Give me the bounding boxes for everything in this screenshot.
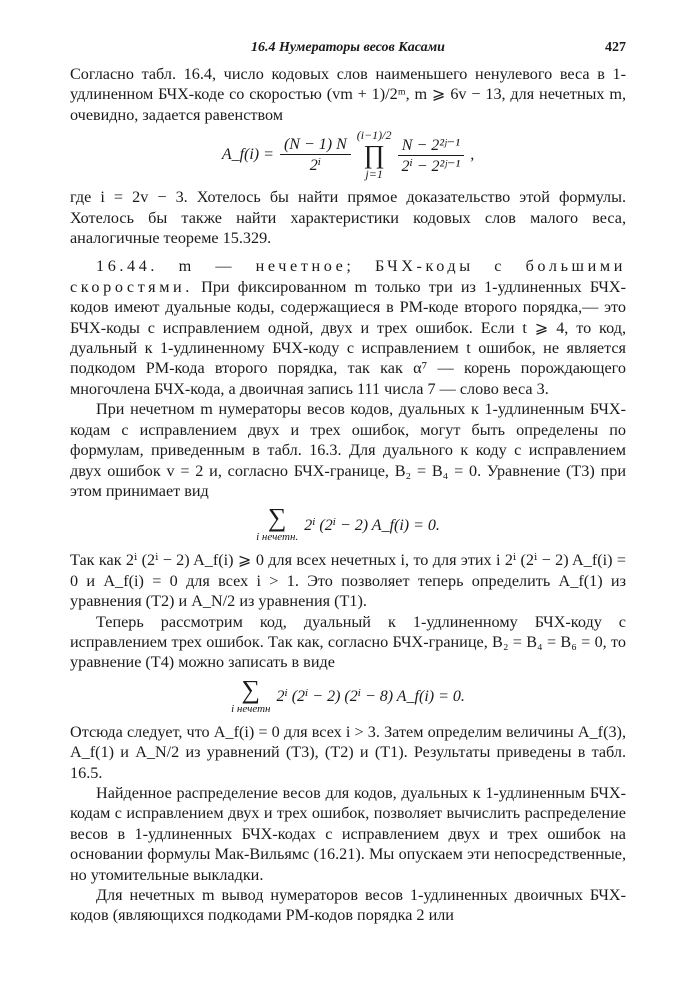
formula1-fraction-2: $\frac{\text{N − 2²ʲ⁻¹}}{\text{2ⁱ − 2²ʲ⁻¹}}$ <box>398 135 465 176</box>
section-heading: 16.44. m — нечетное; БЧХ-коды с большими скоростями. <box>70 257 626 296</box>
sum-operator-2: ∑ i нечетн <box>231 674 271 715</box>
paragraph-7: Отсюда следует, что A_f(i) = 0 для всех i > 3. Затем определим величины A_f(3), A_f(1) и A_N/2 из уравнений (Т3), (Т2) и (Т1). Результаты приведены в табл. 16.5. <box>70 722 626 782</box>
sum-operator: ∑ i нечетн. <box>256 503 299 544</box>
product-operator: (i−1)/2 ∏ j=1 <box>356 128 392 182</box>
formula1-fraction-1: $\frac{(N - 1) N}{\text{2ⁱ}}$ <box>280 136 351 175</box>
paragraph-4: При нечетном m нумераторы весов кодов, дуальных к 1-удлиненным БЧХ-кодам с исправлением двух и трех ошибок, могут быть определены по формулам, приведенным в табл. 16.3. Для дуального к коду с исправлением двух ошибок v = 2 и, согласно БЧХ-границе, B₂ = B₄ = 0. Уравнение (Т3) при этом принимает вид <box>70 400 626 500</box>
paragraph-8: Найденное распределение весов для кодов, дуальных к 1-удлиненным БЧХ-кодам с исправлением двух и трех ошибок, позволяет вычислить распределение весов в 1-удлиненных БЧХ-кодах с исправлением двух и трех ошибок на основании формулы Мак-Вильямс (16.21). Мы опускаем эти непосредственные, но утомительные выкладки. <box>70 783 626 884</box>
paragraph-9: Для нечетных m вывод нумераторов весов 1-удлиненных двоичных БЧХ-кодов (являющихся подкодами РМ-кодов порядка 2 или <box>70 886 626 925</box>
sum-symbol-icon: ∑ <box>241 674 261 704</box>
paragraph-5: Так как 2ⁱ (2ⁱ − 2) A_f(i) ⩾ 0 для всех нечетных i, то для этих i 2ⁱ (2ⁱ − 2) A_f(i) = 0 и A_f(i) = 0 для всех i > 1. Это позволяет теперь определить A_f(1) из уравнения (Т2) и A_N/2 из уравнения (Т1). <box>70 551 626 611</box>
page <box>70 40 626 926</box>
page-number: 427 <box>605 40 626 55</box>
formula1-lhs: A_f(i) = <box>221 146 274 164</box>
paragraph-2: где i = 2v − 3. Хотелось бы найти прямое доказательство этой формулы. Хотелось бы также найти характеристики кодовых слов малого веса, аналогичные теореме 15.329. <box>70 188 626 248</box>
paragraph-3: 16.44. m — нечетное; БЧХ-коды с большими скоростями. При фиксированном m только три из 1-удлиненных БЧХ-кодов имеют дуальные коды, содержащиеся в РМ-коде второго порядка,— это БЧХ-коды с исправлением одной, двух и трех ошибок. Если t ⩾ 4, то код, дуальный к 1-удлиненному БЧХ-коду с исправлением t ошибок, не является подкодом РМ-кода второго порядка, так как α⁷ — корень порождающего многочлена БЧХ-кода, а двоичная запись 111 числа 7 — слово веса 3. <box>70 257 627 398</box>
formula-1: A_f(i) = $\frac{(N - 1) N}{\text{2ⁱ}}$ (i−1)/2 ∏ j=1 $\frac{\text{N − 2²ʲ⁻¹}}{\text{2ⁱ − 2²ʲ⁻¹}}$ , <box>221 128 475 182</box>
formula-3: ∑ i нечетн 2ⁱ (2ⁱ − 2) (2ⁱ − 8) A_f(i) = 0. <box>231 674 465 715</box>
paragraph-6: Теперь рассмотрим код, дуальный к 1-удлиненному БЧХ-коду с исправлением трех ошибок. Так как, согласно БЧХ-границе, B₂ = B₄ = B₆ = 0, то уравнение (Т4) можно записать в виде <box>70 612 626 672</box>
header-title: 16.4 Нумераторы весов Касами <box>251 40 445 55</box>
paragraph-1: Согласно табл. 16.4, число кодовых слов наименьшего ненулевого веса в 1-удлиненном БЧХ-коде со скоростью (vm + 1)/2ᵐ, m ⩾ 6v − 13, для нечетных m, очевидно, задается равенством <box>70 65 626 124</box>
running-header <box>70 40 626 64</box>
formula-2: ∑ i нечетн. 2ⁱ (2ⁱ − 2) A_f(i) = 0. <box>256 503 440 544</box>
sum-symbol-icon: ∑ <box>267 503 287 533</box>
product-symbol-icon: ∏ <box>363 140 385 170</box>
